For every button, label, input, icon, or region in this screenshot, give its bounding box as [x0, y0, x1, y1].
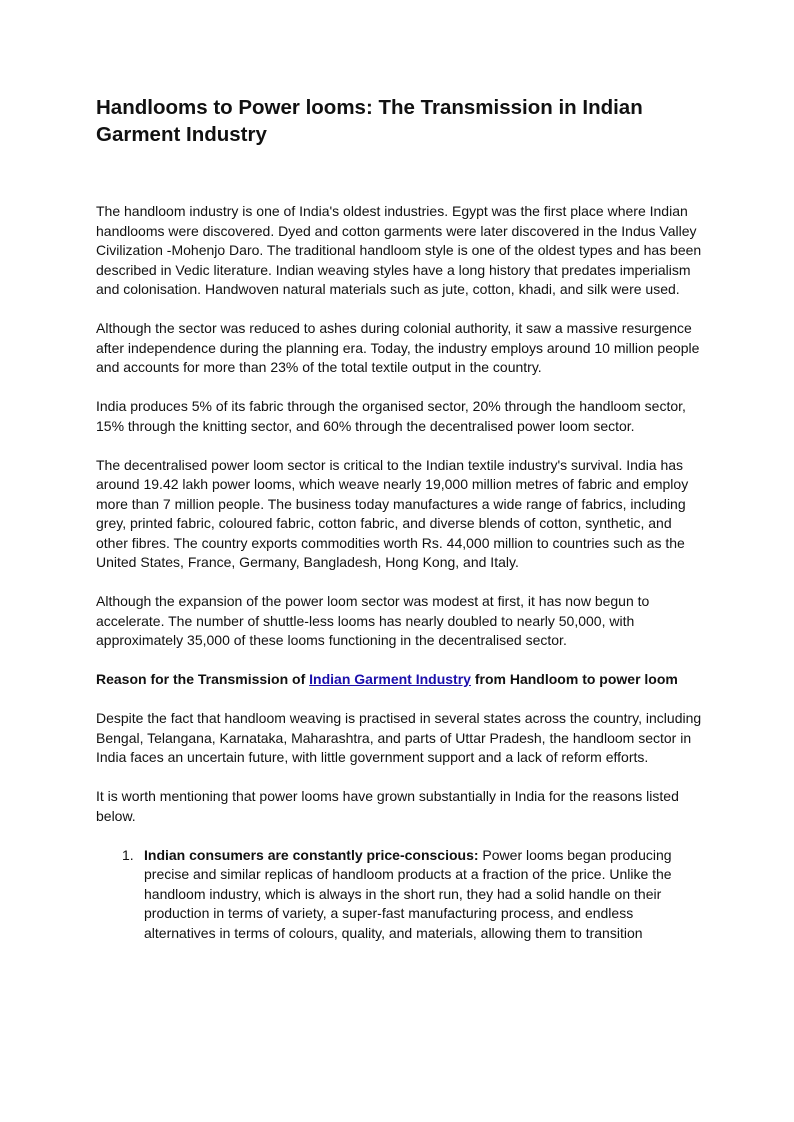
section-heading-before: Reason for the Transmission of	[96, 671, 310, 687]
list-item-number: 1.	[122, 846, 134, 863]
document-page	[96, 94, 706, 943]
paragraph-intro: The handloom industry is one of India's oldest industries. Egypt was the first place where Indian handlooms were discovered. Dyed and cotton garments were later discovered in the Indus Valley Civilization -Mohenjo Daro. The traditional handloom style is one of the oldest types and has been described in Vedic literature. Indian weaving styles have a long history that predates imperialism and colonisation. Handwoven natural materials such as jute, cotton, khadi, and silk were used.	[96, 203, 702, 297]
list-item	[96, 846, 706, 944]
paragraph-resurgence: Although the sector was reduced to ashes during colonial authority, it saw a massive resurgence after independence during the planning era. Today, the industry employs around 10 million people and accounts for more than 23% of the total textile output in the country.	[96, 320, 700, 375]
paragraph-reasons-intro: It is worth mentioning that power looms have grown substantially in India for the reasons listed below.	[96, 788, 679, 824]
reasons-list	[96, 846, 706, 944]
paragraph-expansion: Although the expansion of the power loom sector was modest at first, it has now begun to accelerate. The number of shuttle-less looms has nearly doubled to nearly 50,000, with approximately 35,000 of these looms functioning in the decentralised sector.	[96, 593, 650, 648]
list-item-text: Power looms began producing precise and similar replicas of handloom products at a fraction of the price. Unlike the handloom industry, which is always in the short run, they had a solid handle on their production in terms of variety, a super-fast manufacturing process, and endless alternatives in terms of colours, quality, and materials, allowing them to transition	[144, 846, 672, 941]
section-heading	[96, 670, 706, 690]
section-heading-after: from Handloom to power loom	[470, 671, 678, 687]
paragraph-fabric-share: India produces 5% of its fabric through the organised sector, 20% through the handloom sector, 15% through the knitting sector, and 60% through the decentralised power loom sector.	[96, 398, 686, 434]
paragraph-uncertain-future: Despite the fact that handloom weaving is practised in several states across the country, including Bengal, Telangana, Karnataka, Maharashtra, and parts of Uttar Pradesh, the handloom sector in India faces an uncertain future, with little government support and a lack of reform efforts.	[96, 710, 702, 765]
indian-garment-industry-link[interactable]: Indian Garment Industry	[309, 671, 471, 687]
document-title: Handlooms to Power looms: The Transmission in Indian Garment Industry	[96, 96, 643, 146]
list-item-bold: Indian consumers are constantly price-conscious:	[144, 846, 479, 863]
paragraph-power-loom-sector: The decentralised power loom sector is critical to the Indian textile industry's survival. India has around 19.42 lakh power looms, which weave nearly 19,000 million metres of fabric and employ more than 7 million people. The business today manufactures a wide range of fabrics, including grey, printed fabric, coloured fabric, cotton fabric, and diverse blends of cotton, synthetic, and other fibres. The country exports commodities worth Rs. 44,000 million to countries such as the United States, France, Germany, Bangladesh, Hong Kong, and Italy.	[96, 456, 689, 570]
